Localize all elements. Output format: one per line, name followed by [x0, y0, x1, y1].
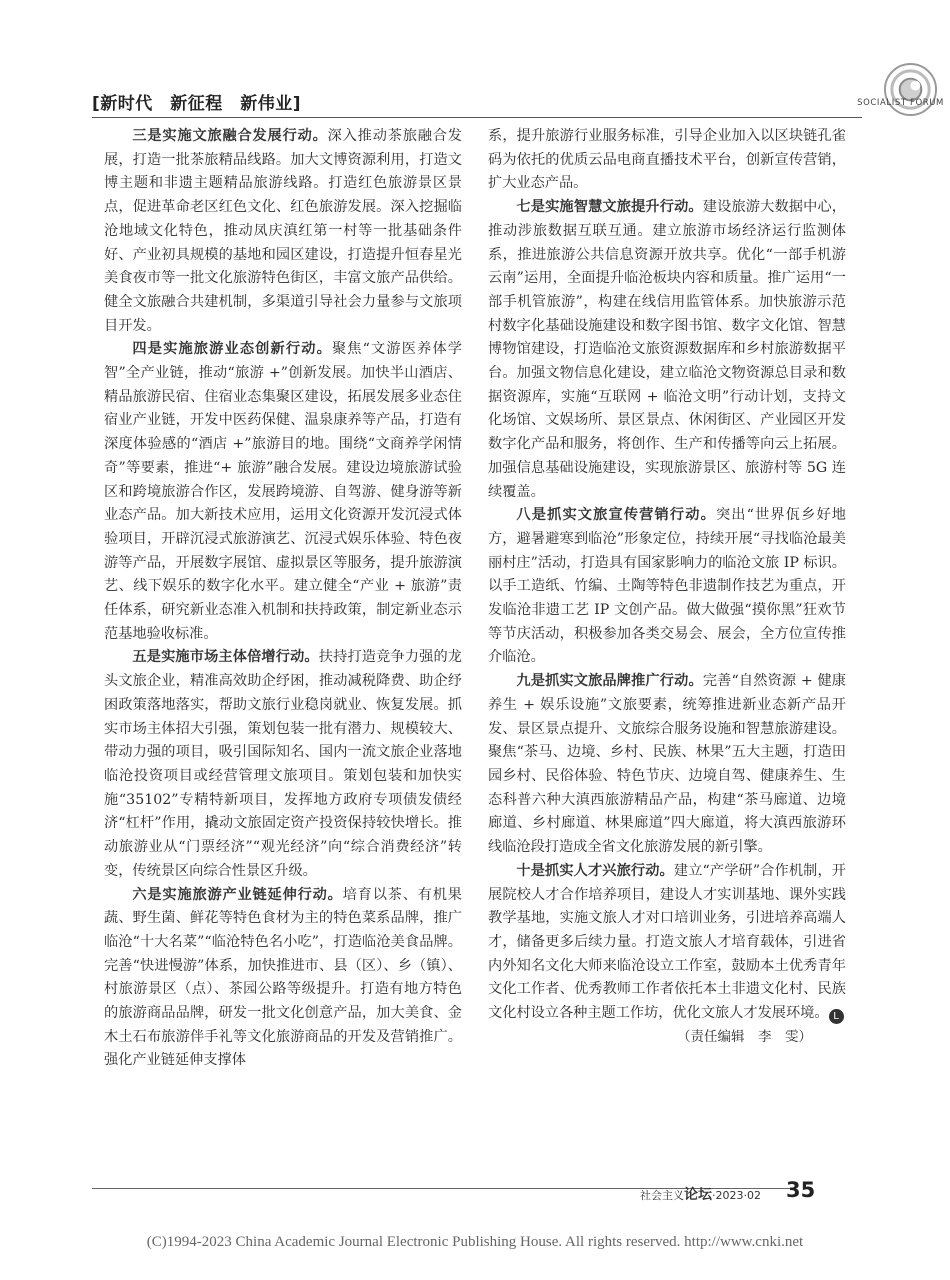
- paragraph-lead: 六是实施旅游产业链延伸行动。: [132, 886, 343, 903]
- paragraph-lead: 三是实施文旅融合发展行动。: [132, 128, 328, 144]
- paragraph-6-continued: 系，提升旅游行业服务标准，引导企业加入以区块链孔雀码为依托的优质云品电商直播技术平台，创新宣传营销，扩大业态产品。: [488, 128, 846, 192]
- paragraph-lead: 十是抓实人才兴旅行动。: [516, 862, 674, 879]
- paragraph-6: [104, 884, 462, 1074]
- paragraph-lead: 四是实施旅游业态创新行动。: [132, 341, 332, 358]
- journal-english-name: SOCIALIST FORUM: [857, 98, 944, 108]
- paragraph-body: 突出“世界佤乡好地方，避暑避寒到临沧”形象定位，持续开展“寻找临沧最美丽村庄”活动，打造具有国家影响力的临沧文旅 IP 标识。以手工造纸、竹编、土陶等特色非遗制作技艺为重点，开发临沧非遗工艺 IP 文创产品。做大做强“摸你黑”狂欢节等节庆活动，积极参加各类交易会、展会，全方位宣传推介临沧。: [488, 507, 846, 666]
- paragraph-lead: 八是抓实文旅宣传营销行动。: [516, 507, 716, 524]
- paragraph-body: 聚焦“文游医养体学智”全产业链，推动“旅游 +”创新发展。加快半山酒店、精品旅游民宿、住宿业态集聚区建设，拓展发展多业态住宿业产业链，开发中医药保健、温泉康养等产品，打造有深度体验感的“酒店 +”旅游目的地。围绕“文商养学闲情奇”等要素，推进“+ 旅游”融合发展。建设边境旅游试验区和跨境旅游合作区，发展跨境游、自驾游、健身游等新业态产品。加大新技术应用，运用文化资源开发沉浸式体验项目，开辟沉浸式旅游演艺、沉浸式娱乐体验、特色夜游等产品，开展数字展馆、虚拟景区等服务，提升旅游演艺、线下娱乐的数字化水平。建立健全“产业 + 旅游”责任体系，研究新业态准入机制和扶持政策，制定新业态示范基地验收标准。: [104, 341, 462, 642]
- page-number: 35: [786, 1178, 816, 1202]
- paragraph-body: 培育以茶、有机果蔬、野生菌、鲜花等特色食材为主的特色菜系品牌，推广临沧“十大名菜”“临沧特色名小吃”，打造临沧美食品牌。完善“快进慢游”体系，加快推进市、县（区）、乡（镇）、村旅游景区（点）、茶园公路等级提升。打造有地方特色的旅游商品品牌，研发一批文化创意产品，加大美食、金木土石布旅游伴手礼等文化旅游商品的开发及营销推广。强化产业链延伸支撑体: [104, 886, 462, 1069]
- paragraph-lead: 五是实施市场主体倍增行动。: [132, 649, 319, 666]
- article-end-icon: L: [829, 1009, 844, 1024]
- journal-logo-icon: [883, 62, 938, 117]
- paragraph-body: 完善“自然资源 + 健康养生 + 娱乐设施”文旅要素，统筹推进新业态新产品开发、景区景点提升、文旅综合服务设施和智慧旅游建设。聚焦“茶马、边境、乡村、民族、林果”五大主题，打造田园乡村、民俗体验、特色节庆、边境自驾、健康养生、生态科普六种大滇西旅游精品产品，构建“茶马廊道、边境廊道、乡村廊道、林果廊道”四大廊道，将大滇西旅游环线临沧段打造成全省文化旅游发展的新引擎。: [488, 673, 846, 856]
- paragraph-10: [488, 860, 846, 1026]
- paragraph-7: [488, 196, 846, 504]
- journal-prefix: 社会主义: [640, 1189, 684, 1202]
- journal-name: 论坛: [684, 1187, 712, 1203]
- paragraph-body: 深入推动茶旅融合发展，打造一批茶旅精品线路。加大文博资源利用，打造文博主题和非遗主题精品旅游线路。打造红色旅游景区景点，促进革命老区红色文化、红色旅游发展。深入挖掘临沧地域文化特色，推动凤庆滇红第一村等一批基础条件好、产业初具规模的基地和园区建设，打造提升恒春星光美食夜市等一批文化旅游特色街区，丰富文旅产品供给。健全文旅融合共建机制，多渠道引导社会力量参与文旅项目开发。: [104, 128, 462, 334]
- issue-number: ·2023·02: [712, 1189, 761, 1202]
- copyright-notice: (C)1994-2023 China Academic Journal Electronic Publishing House. All rights reserved. http://www.cnki.net: [146, 1234, 804, 1250]
- journal-issue: [640, 1184, 761, 1204]
- header-divider: [92, 117, 862, 118]
- paragraph-body: 建设旅游大数据中心，推动涉旅数据互联互通。建立旅游市场经济运行监测体系，推进旅游公共信息资源开放共享。优化“一部手机游云南”运用，全面提升临沧板块内容和质量。推广运用“一部手机管旅游”，构建在线信用监管体系。加快旅游示范村数字化基础设施建设和数字图书馆、数字文化馆、智慧博物馆建设，打造临沧文旅资源数据库和乡村旅游数据平台。加强文物信息化建设，建立临沧文物资源总目录和数据资源库，实施“互联网 + 临沧文明”行动计划，支持文化场馆、文娱场所、景区景点、休闲街区、产业园区开发数字化产品和服务，将创作、生产和传播等向云上拓展。加强信息基础设施建设，实现旅游景区、旅游村等 5G 连续覆盖。: [488, 199, 846, 500]
- paragraph-9: [488, 670, 846, 860]
- section-title: [新时代 新征程 新伟业]: [92, 94, 302, 114]
- left-column: [104, 125, 462, 1073]
- right-column: [488, 125, 846, 1049]
- page-footer: [640, 1178, 816, 1204]
- paragraph-8: [488, 504, 846, 670]
- page-header: [92, 83, 862, 118]
- paragraph-lead: 七是实施智慧文旅提升行动。: [516, 199, 703, 216]
- paragraph-lead: 九是抓实文旅品牌推广行动。: [516, 673, 703, 690]
- paragraph-5: [104, 646, 462, 883]
- paragraph-body: 建立“产学研”合作机制，开展院校人才合作培养项目，建设人才实训基地、课外实践教学基地，实施文旅人才对口培训业务，引进培养高端人才，储备更多后续力量。打造文旅人才培育载体，引进省内外知名文化大师来临沧设立工作室，鼓励本土优秀青年文化工作者、优秀教师工作者依托本土非遗文化村、民族文化村设立各种主题工作坊，优化文旅人才发展环境。: [488, 862, 846, 1022]
- paragraph-body: 扶持打造竞争力强的龙头文旅企业，精准高效助企纾困，推动减税降费、助企纾困政策落地落实，帮助文旅行业稳岗就业、恢复发展。抓实市场主体招大引强，策划包装一批有潜力、规模较大、带动力强的项目，吸引国际知名、国内一流文旅企业落地临沧投资项目或经营管理文旅项目。策划包装和加快实施“35102”专精特新项目，发挥地方政府专项债发债经济“杠杆”作用，撬动文旅固定资产投资保持较快增长。推动旅游业从“门票经济”“观光经济”向“综合消费经济”转变，传统景区向综合性景区升级。: [104, 649, 462, 879]
- paragraph-3: [104, 125, 462, 338]
- paragraph-4: [104, 338, 462, 646]
- editor-credit: （责任编辑 李 雯）: [677, 1028, 812, 1045]
